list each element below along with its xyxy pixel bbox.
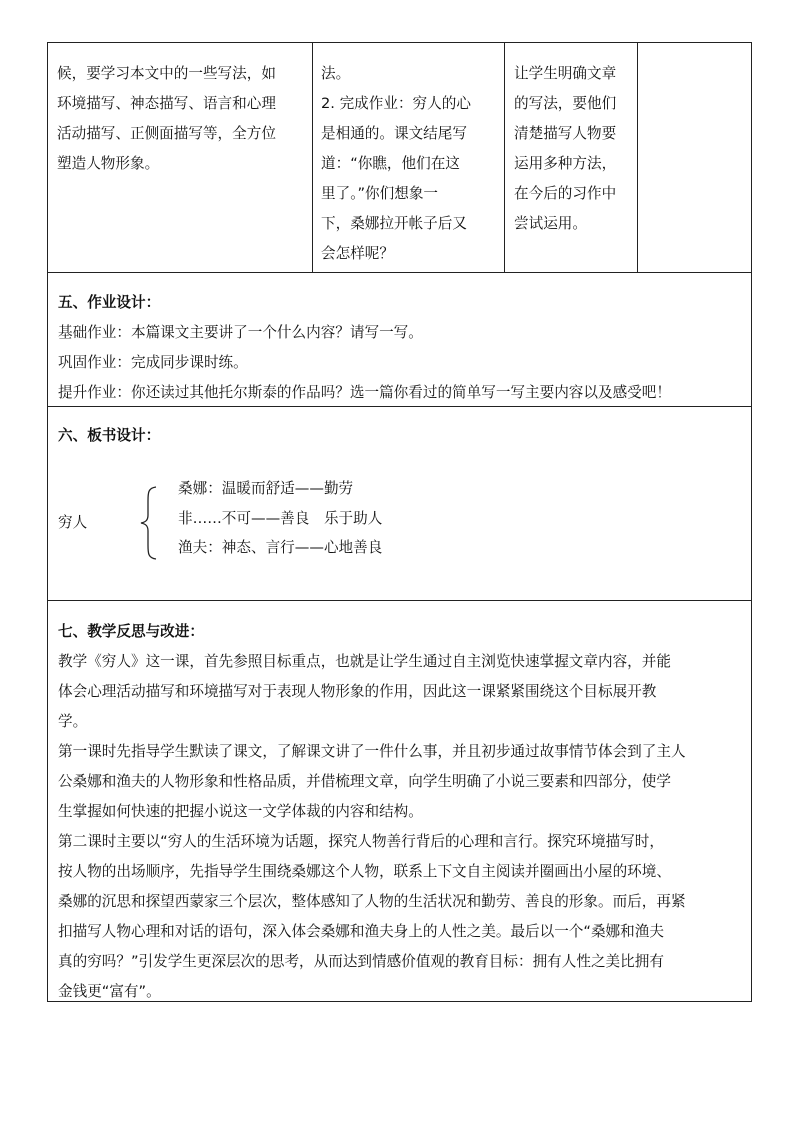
text-line: 活动描写、正侧面描写等，全方位 bbox=[57, 125, 276, 142]
text-line: 法。 bbox=[321, 65, 351, 82]
teaching-content-cell bbox=[48, 43, 313, 272]
text-line: 是相通的。课文结尾写 bbox=[321, 125, 467, 142]
curly-brace-icon bbox=[138, 485, 162, 561]
board-design-section bbox=[48, 407, 751, 601]
text-line: 尝试运用。 bbox=[514, 215, 587, 232]
board-diagram bbox=[48, 477, 751, 577]
text-line: 清楚描写人物要 bbox=[514, 125, 617, 142]
reflection-line: 教学《穷人》这一课，首先参照目标重点，也就是让学生通过自主浏览快速掌握文章内容，并能 bbox=[58, 653, 671, 670]
reflection-line: 按人物的出场顺序，先指导学生围绕桑娜这个人物，联系上下文自主阅读并圈画出小屋的环境、 bbox=[58, 863, 671, 880]
text-line: 塑造人物形象。 bbox=[57, 155, 160, 172]
text-line: 在今后的习作中 bbox=[514, 185, 617, 202]
board-heading: 六、板书设计： bbox=[58, 427, 161, 444]
reflection-heading: 七、教学反思与改进： bbox=[58, 623, 204, 640]
intent-cell bbox=[505, 43, 638, 272]
text-line: 让学生明确文章 bbox=[514, 65, 617, 82]
reflection-line: 扣描写人物心理和对话的语句，深入体会桑娜和渔夫身上的人性之美。最后以一个“桑娜和渔夫 bbox=[58, 923, 664, 940]
text-line: 2. 完成作业：穷人的心 bbox=[321, 95, 471, 112]
reflection-line: 公桑娜和渔夫的人物形象和性格品质，并借梳理文章，向学生明确了小说三要素和四部分，使学 bbox=[58, 773, 671, 790]
homework-section bbox=[48, 273, 751, 407]
text-line: 运用多种方法， bbox=[514, 155, 617, 172]
text-line: 的写法，要他们 bbox=[514, 95, 617, 112]
text-line: 环境描写、神态描写、语言和心理 bbox=[57, 95, 276, 112]
text-line: 候，要学习本文中的一些写法，如 bbox=[57, 65, 276, 82]
reflection-line: 桑娜的沉思和探望西蒙家三个层次，整体感知了人物的生活状况和勤劳、善良的形象。而后，再紧 bbox=[58, 893, 686, 910]
reflection-line: 学。 bbox=[58, 713, 88, 730]
text-line: 道：“你瞧，他们在这 bbox=[321, 155, 460, 172]
empty-cell bbox=[638, 43, 751, 272]
process-row bbox=[48, 43, 751, 273]
board-branch: 渔夫：神态、言行——心地善良 bbox=[178, 539, 383, 556]
reflection-line: 真的穷吗？”引发学生更深层次的思考，从而达到情感价值观的教育目标：拥有人性之美比拥有 bbox=[58, 953, 664, 970]
board-branch: 桑娜：温暖而舒适——勤劳 bbox=[178, 480, 354, 497]
board-branch: 非……不可——善良 乐于助人 bbox=[178, 510, 383, 527]
board-center-label: 穷人 bbox=[58, 514, 88, 531]
text-line: 里了。”你们想象一 bbox=[321, 185, 439, 202]
homework-heading: 五、作业设计： bbox=[58, 294, 161, 311]
homework-line: 巩固作业：完成同步课时练。 bbox=[58, 354, 248, 371]
reflection-line: 金钱更“富有”。 bbox=[58, 983, 161, 1000]
reflection-line: 体会心理活动描写和环境描写对于表现人物形象的作用，因此这一课紧紧围绕这个目标展开教 bbox=[58, 683, 657, 700]
text-line: 下，桑娜拉开帐子后又 bbox=[321, 215, 467, 232]
reflection-line: 生掌握如何快速的把握小说这一文学体裁的内容和结构。 bbox=[58, 803, 423, 820]
reflection-section bbox=[48, 601, 751, 1001]
activity-cell bbox=[313, 43, 505, 272]
lesson-plan-table bbox=[47, 42, 752, 1002]
homework-line: 基础作业：本篇课文主要讲了一个什么内容？请写一写。 bbox=[58, 324, 423, 341]
text-line: 会怎样呢？ bbox=[321, 245, 394, 262]
homework-line: 提升作业：你还读过其他托尔斯泰的作品吗？选一篇你看过的简单写一写主要内容以及感受吧！ bbox=[58, 384, 671, 401]
reflection-line: 第二课时主要以“穷人的生活环境为话题，探究人物善行背后的心理和言行。探究环境描写时， bbox=[58, 833, 664, 850]
reflection-line: 第一课时先指导学生默读了课文，了解课文讲了一件什么事，并且初步通过故事情节体会到了主人 bbox=[58, 743, 686, 760]
